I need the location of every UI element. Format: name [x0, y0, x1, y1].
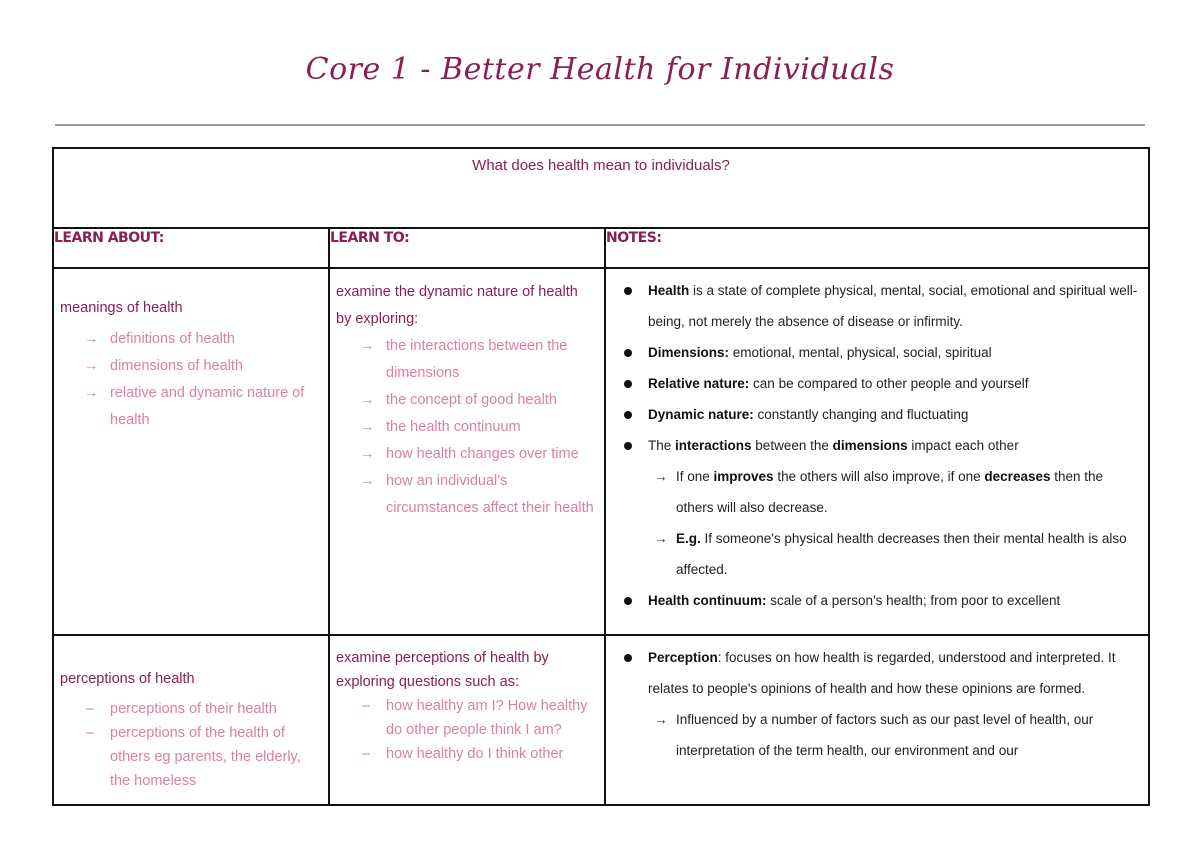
- list-item: → how an individual's circumstances affect their health: [336, 468, 596, 522]
- note-text: emotional, mental, physical, social, spiritual: [729, 345, 992, 360]
- page-title: Core 1 - Better Health for Individuals: [305, 52, 895, 87]
- learn-to-cell: [329, 635, 605, 805]
- sub-note-item: [648, 461, 1142, 523]
- note-term: Perception: [648, 650, 718, 665]
- note-text: between the: [751, 438, 833, 453]
- sub-note-item: [648, 704, 1142, 766]
- list-item: – how healthy do I think other: [336, 742, 596, 766]
- syllabus-table: [52, 147, 1150, 806]
- note-term: Health continuum:: [648, 593, 767, 608]
- note-item: [624, 337, 1142, 368]
- list-item: → dimensions of health: [60, 353, 320, 380]
- note-item: [624, 399, 1142, 430]
- note-item: [624, 368, 1142, 399]
- note-term: Dimensions:: [648, 345, 730, 360]
- note-term: E.g.: [676, 531, 701, 546]
- header-row: [53, 228, 1149, 268]
- header-learn-to: LEARN TO:: [330, 230, 410, 246]
- note-term: interactions: [675, 438, 752, 453]
- note-text: impact each other: [907, 438, 1019, 453]
- to-heading: examine the dynamic nature of health by exploring:: [336, 284, 578, 327]
- header-learn-about: LEARN ABOUT:: [54, 230, 164, 246]
- note-text: The: [648, 438, 676, 453]
- note-text: is a state of complete physical, mental, social, emotional and spiritual well-being, not merely the absence of disease or infirmity.: [648, 283, 1138, 329]
- note-text: can be compared to other people and yourself: [749, 376, 1029, 391]
- table-row: [53, 635, 1149, 805]
- note-term: improves: [713, 469, 774, 484]
- note-term: Dynamic nature:: [648, 407, 754, 422]
- to-heading: examine perceptions of health by exploring questions such as:: [336, 650, 549, 690]
- title-divider: [55, 124, 1145, 126]
- note-term: dimensions: [832, 438, 908, 453]
- inquiry-question: What does health mean to individuals?: [472, 157, 730, 174]
- note-term: Health: [648, 283, 690, 298]
- list-item: – perceptions of the health of others eg parents, the elderly, the homeless: [60, 721, 320, 793]
- learn-about-cell: [53, 635, 329, 805]
- header-notes: NOTES:: [606, 230, 662, 246]
- note-text: : focuses on how health is regarded, understood and interpreted. It relates to people's opinions of health and how these opinions are formed.: [648, 650, 1116, 696]
- note-item: [624, 642, 1142, 766]
- list-item: – perceptions of their health: [60, 697, 320, 721]
- note-text: If someone's physical health decreases then their mental health is also affected.: [676, 531, 1127, 577]
- list-item: – how healthy am I? How healthy do other people think I am?: [336, 694, 596, 742]
- list-item: → the concept of good health: [336, 387, 596, 414]
- list-item: → relative and dynamic nature of health: [60, 380, 320, 434]
- learn-to-cell: [329, 268, 605, 635]
- list-item: → how health changes over time: [336, 441, 596, 468]
- note-term: Relative nature:: [648, 376, 750, 391]
- note-term: decreases: [984, 469, 1051, 484]
- note-item: [624, 585, 1142, 616]
- table-row: [53, 268, 1149, 635]
- note-item: [624, 275, 1142, 337]
- list-item: → the interactions between the dimensions: [336, 333, 596, 387]
- about-heading: meanings of health: [60, 300, 183, 316]
- learn-about-cell: [53, 268, 329, 635]
- question-row: [53, 148, 1149, 228]
- note-text: then the others will also decrease.: [676, 469, 1104, 515]
- note-item: [624, 430, 1142, 585]
- list-item: → the health continuum: [336, 414, 596, 441]
- notes-cell: [605, 635, 1149, 805]
- note-text: If one: [676, 469, 714, 484]
- note-text: constantly changing and fluctuating: [753, 407, 969, 422]
- sub-note-item: [648, 523, 1142, 585]
- list-item: → definitions of health: [60, 326, 320, 353]
- about-heading: perceptions of health: [60, 671, 195, 687]
- note-text: scale of a person's health; from poor to excellent: [766, 593, 1061, 608]
- notes-cell: [605, 268, 1149, 635]
- note-text: Influenced by a number of factors such as our past level of health, our interpretation of the term health, our environment and our: [676, 712, 1094, 758]
- note-text: the others will also improve, if one: [773, 469, 985, 484]
